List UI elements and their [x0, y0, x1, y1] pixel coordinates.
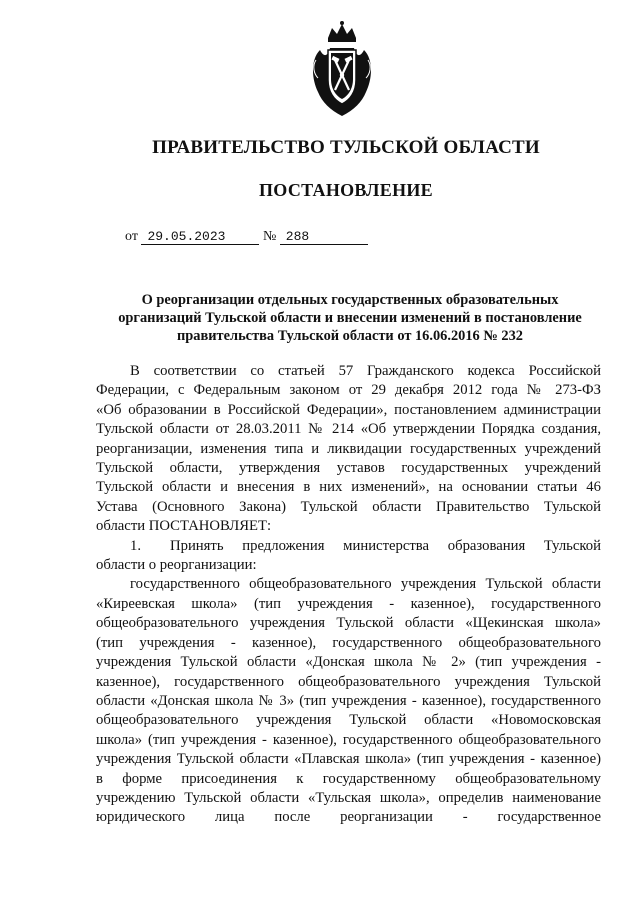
document-type-heading: ПОСТАНОВЛЕНИЕ — [259, 180, 433, 200]
coat-of-arms-emblem — [306, 20, 378, 120]
body-line: Тульской области и внесения в них изменений», на основании статьи 46 — [96, 479, 601, 496]
document-date: 29.05.2023 — [141, 229, 259, 245]
item-1-first-line — [96, 537, 601, 556]
item-1-body-line: области «Донская школа № 3» (тип учреждения - казенное), государственного — [96, 692, 601, 709]
document-subject — [100, 291, 600, 345]
body-line: Тульской области, утверждения уставов государственных учреждений — [96, 460, 601, 477]
item-1-body-line: учреждения Тульской области «Плавская школа» (тип учреждения - казенное) — [96, 751, 601, 768]
item-1-body-line: учреждению Тульской области «Тульская школа», определив наименование — [96, 789, 601, 806]
body-line: В соответствии со статьей 57 Гражданского кодекса Российской — [130, 363, 601, 379]
item-1-body-line: (тип учреждения - казенное), государственного общеобразовательного — [96, 634, 601, 651]
item-1-body-line: школа» (тип учреждения - казенное), государственного общеобразовательного — [96, 731, 601, 748]
item-1-body-line: государственного общеобразовательного учреждения Тульской области — [130, 576, 601, 593]
item-1-body-line: общеобразовательного учреждения Тульской области «Щекинская школа» — [96, 615, 601, 632]
document-body — [96, 362, 601, 828]
body-line: реорганизации, изменения типа и ликвидации государственных учреждений — [96, 440, 601, 457]
item-1-number: 1. — [130, 537, 142, 554]
item-1-second-line: области о реорганизации: — [96, 557, 257, 574]
item-1-body-line: в форме присоединения к государственному общеобразовательному — [96, 770, 601, 787]
subject-line: правительства Тульской области от 16.06.2016 № 232 — [176, 328, 523, 344]
body-line: Федерации, с Федеральным законом от 29 декабря 2012 года № 273-ФЗ — [96, 382, 601, 399]
document-number: 288 — [280, 229, 368, 245]
item-1-body-line: общеобразовательного учреждения Тульской области «Новомосковская — [96, 712, 601, 729]
subject-line: О реорганизации отдельных государственных образовательных — [141, 292, 559, 308]
item-1-body-line: казенное), государственного общеобразовательного учреждения Тульской — [96, 673, 601, 690]
government-title: ПРАВИТЕЛЬСТВО ТУЛЬСКОЙ ОБЛАСТИ — [152, 137, 540, 158]
date-prefix: от — [125, 229, 138, 244]
subject-line: организаций Тульской области и внесении изменений в постановление — [118, 310, 582, 326]
body-line: Тульской области от 28.03.2011 № 214 «Об утверждении Порядка создания, — [96, 421, 601, 438]
body-line: области ПОСТАНОВЛЯЕТ: — [96, 518, 272, 535]
item-1-body-line: юридического лица после реорганизации - государственное — [96, 809, 601, 826]
body-line: Устава (Основного Закона) Тульской области Правительство Тульской — [96, 498, 601, 515]
item-1-body-line: учреждения Тульской области «Донская школа № 2» (тип учреждения - — [96, 654, 601, 671]
item-1-text: Принять предложения министерства образования Тульской — [170, 537, 601, 554]
number-prefix: № — [262, 229, 277, 244]
date-number-line — [125, 229, 368, 245]
body-line: «Об образовании в Российской Федерации», постановлением администрации — [96, 401, 601, 418]
item-1-body-line: «Киреевская школа» (тип учреждения - казенное), государственного — [96, 595, 601, 612]
